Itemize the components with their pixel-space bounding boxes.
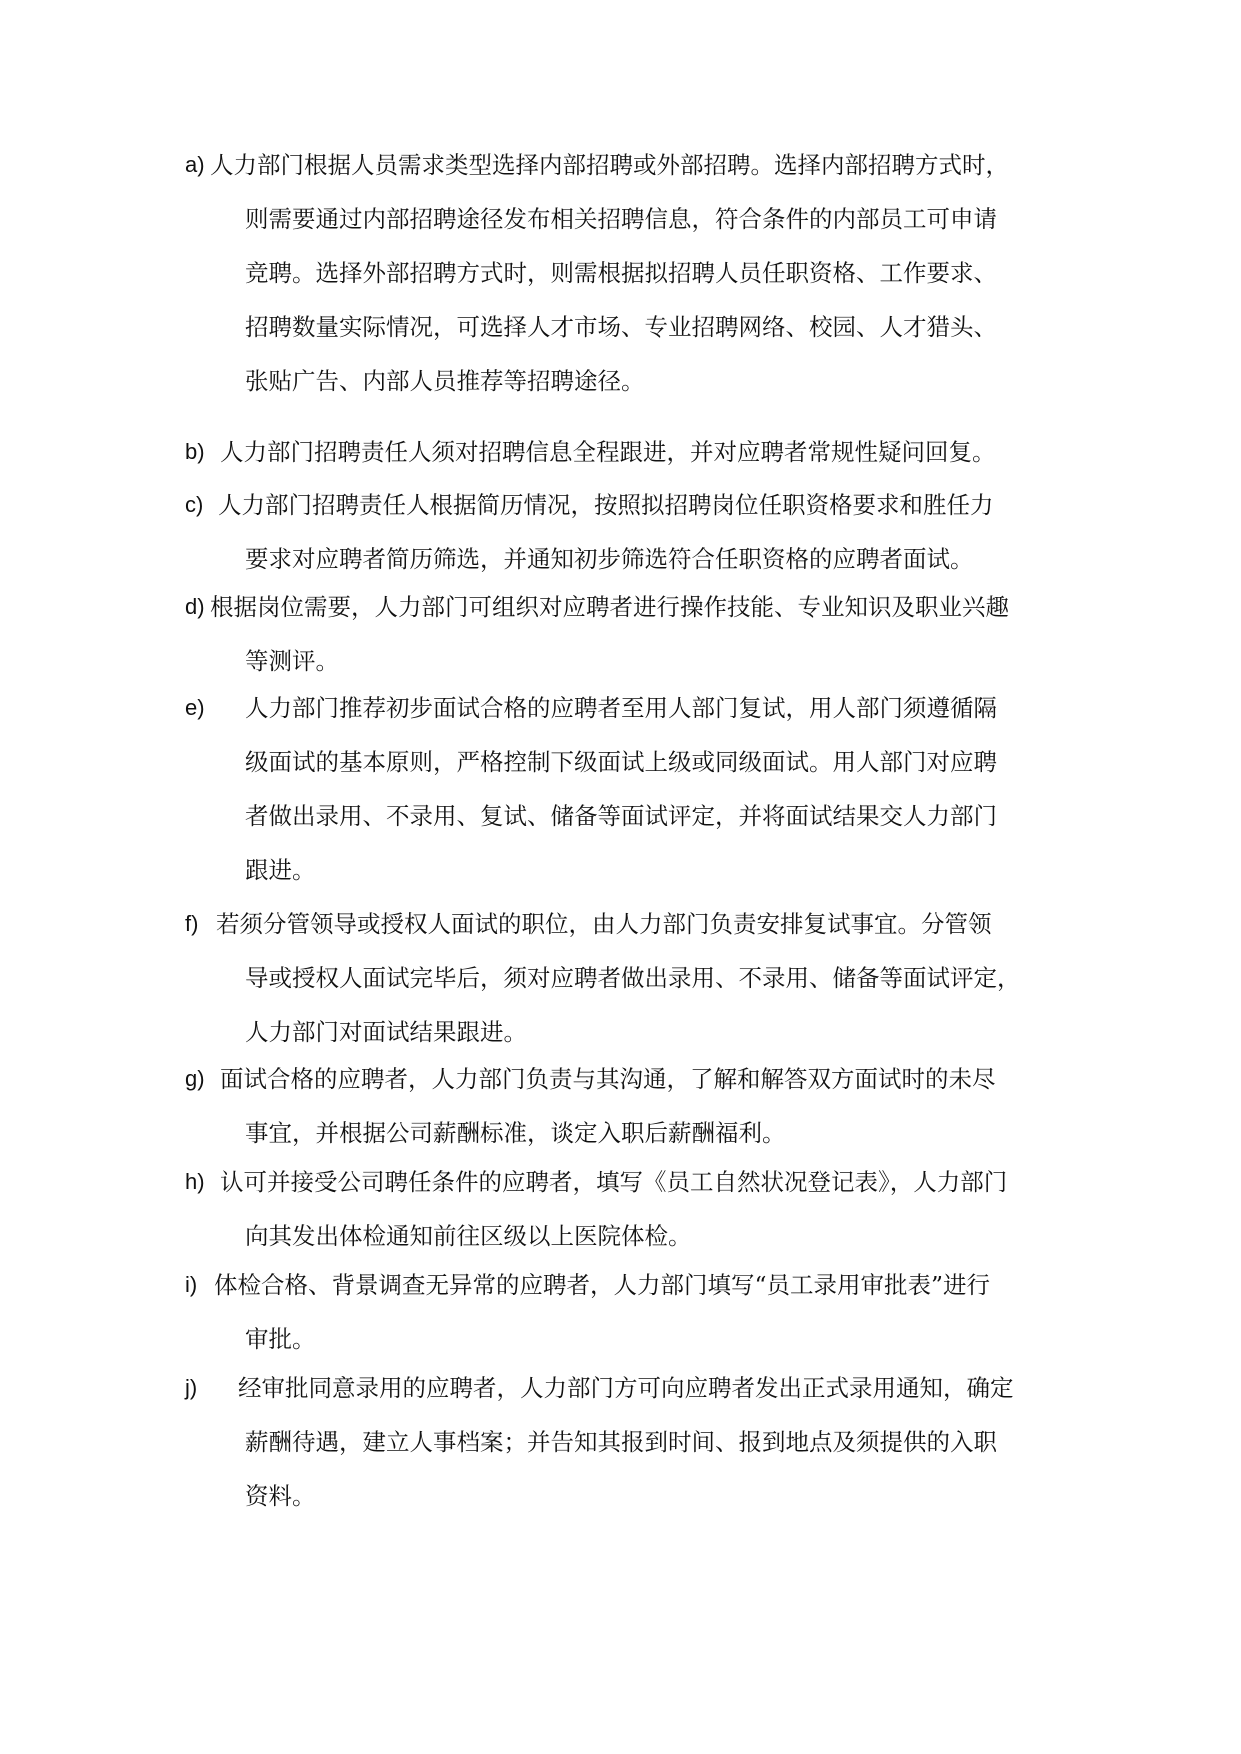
list-item-text-line: 根据岗位需要，人力部门可组织对应聘者进行操作技能、专业知识及职业兴趣 — [210, 593, 1009, 621]
list-item — [0, 897, 1241, 1059]
list-item-text-line: 若须分管领导或授权人面试的职位，由人力部门负责安排复试事宜。分管领 — [216, 910, 992, 938]
list-item — [0, 1155, 1241, 1263]
list-item-text-line: 经审批同意录用的应聘者，人力部门方可向应聘者发出正式录用通知，确定 — [238, 1374, 1014, 1402]
list-item-text-line: 招聘数量实际情况，可选择人才市场、专业招聘网络、校园、人才猎头、 — [245, 313, 997, 341]
list-item — [0, 1258, 1241, 1366]
list-item-text-line: 薪酬待遇，建立人事档案；并告知其报到时间、报到地点及须提供的入职 — [245, 1428, 997, 1456]
list-item-text-line: 级面试的基本原则，严格控制下级面试上级或同级面试。用人部门对应聘 — [245, 748, 997, 776]
list-item-marker: h) — [185, 1169, 205, 1194]
list-item-text-line: 人力部门招聘责任人须对招聘信息全程跟进，并对应聘者常规性疑问回复。 — [220, 438, 996, 466]
list-item-text-line: 导或授权人面试完毕后，须对应聘者做出录用、不录用、储备等面试评定， — [245, 964, 1021, 992]
list-item — [0, 425, 1241, 479]
list-item-text-line: 张贴广告、内部人员推荐等招聘途径。 — [245, 367, 645, 395]
list-item-marker: e) — [185, 695, 205, 720]
list-item-text-line: 人力部门招聘责任人根据简历情况，按照拟招聘岗位任职资格要求和胜任力 — [218, 491, 994, 519]
list-item — [0, 138, 1241, 408]
list-item-marker: d) — [185, 594, 205, 619]
list-item-text-line: 面试合格的应聘者，人力部门负责与其沟通，了解和解答双方面试时的未尽 — [220, 1065, 996, 1093]
list-item-marker: j) — [185, 1375, 198, 1400]
list-item-text-line: 人力部门对面试结果跟进。 — [245, 1018, 527, 1046]
list-item-marker: i) — [185, 1272, 198, 1297]
list-item — [0, 580, 1241, 688]
list-item-text-line: 跟进。 — [245, 856, 316, 884]
list-item-marker: g) — [185, 1066, 205, 1091]
list-item — [0, 478, 1241, 586]
list-item-text-line: 等测评。 — [245, 647, 339, 675]
list-item-text-line: 认可并接受公司聘任条件的应聘者，填写《员工自然状况登记表》，人力部门 — [220, 1168, 1008, 1196]
list-item-marker: b) — [185, 439, 205, 464]
list-item-text-line: 则需要通过内部招聘途径发布相关招聘信息，符合条件的内部员工可申请 — [245, 205, 997, 233]
list-item-text-line: 要求对应聘者简历筛选，并通知初步筛选符合任职资格的应聘者面试。 — [245, 545, 974, 573]
list-item-text-line: 体检合格、背景调查无异常的应聘者，人力部门填写“员工录用审批表”进行 — [214, 1271, 991, 1299]
list-item-marker: c) — [185, 492, 204, 517]
list-item-marker: f) — [185, 911, 199, 936]
list-item-text-line: 人力部门根据人员需求类型选择内部招聘或外部招聘。选择内部招聘方式时， — [210, 151, 1009, 179]
list-item-text-line: 竞聘。选择外部招聘方式时，则需根据拟招聘人员任职资格、工作要求、 — [245, 259, 997, 287]
list-item-text-line: 事宜，并根据公司薪酬标准，谈定入职后薪酬福利。 — [245, 1119, 786, 1147]
list-item-text-line: 向其发出体检通知前往区级以上医院体检。 — [245, 1222, 692, 1250]
list-item — [0, 681, 1241, 897]
list-item-text-line: 审批。 — [245, 1325, 316, 1353]
list-item — [0, 1361, 1241, 1523]
list-item-text-line: 人力部门推荐初步面试合格的应聘者至用人部门复试，用人部门须遵循隔 — [245, 694, 997, 722]
list-item — [0, 1052, 1241, 1160]
list-item-marker: a) — [185, 152, 205, 177]
list-item-text-line: 资料。 — [245, 1482, 316, 1510]
list-item-text-line: 者做出录用、不录用、复试、储备等面试评定，并将面试结果交人力部门 — [245, 802, 997, 830]
